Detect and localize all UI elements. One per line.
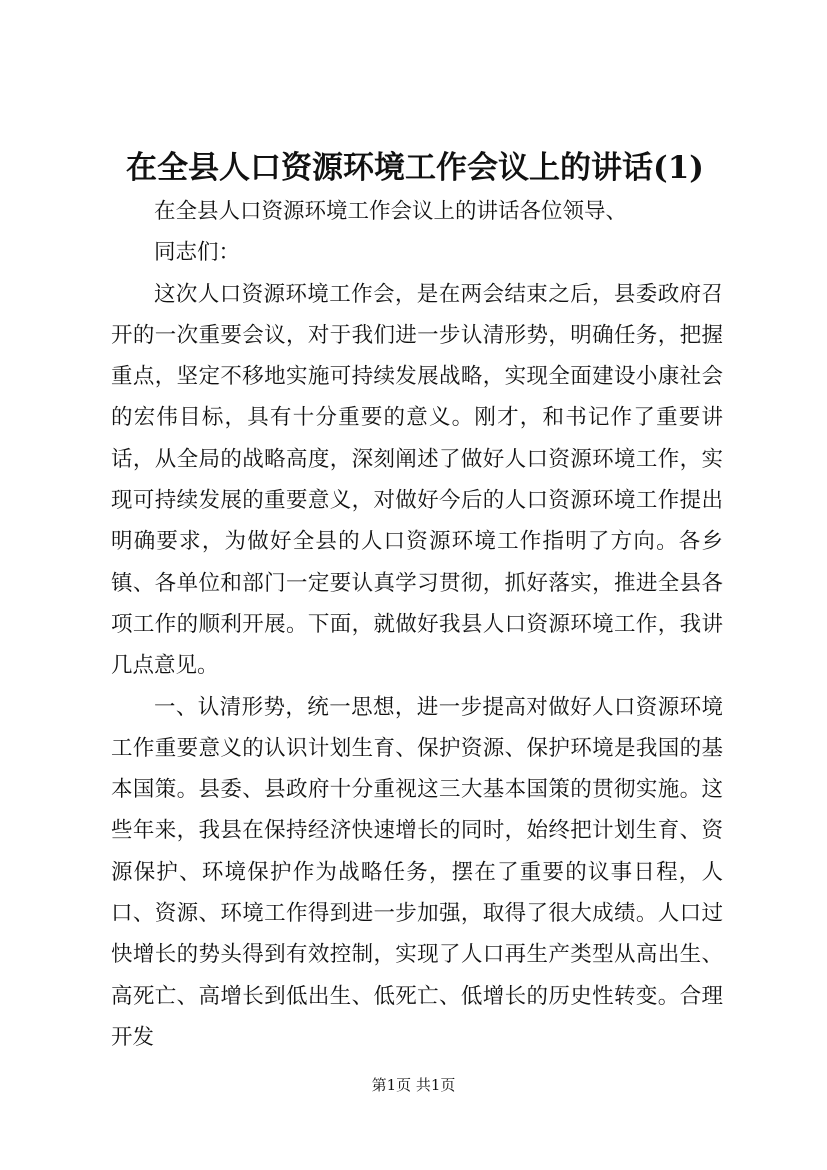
- paragraph-salutation: 同志们：: [154, 240, 241, 266]
- paragraph-introduction: 这次人口资源环境工作会，是在两会结束之后，县委政府召开的一次重要会议，对于我们进一步认清形势，明确任务，把握重点，坚定不移地实施可持续发展战略，实现全面建设小康社会的宏伟目标，具有十分重要的意义。刚才，和书记作了重要讲话，从全局的战略高度，深刻阐述了做好人口资源环境工作，实现可持续发展的重要意义，对做好今后的人口资源环境工作提出明确要求，为做好全县的人口资源环境工作指明了方向。各乡镇、各单位和部门一定要认真学习贯彻，抓好落实，推进全县各项工作的顺利开展。下面，就做好我县人口资源环境工作，我讲几点意见。: [111, 281, 723, 679]
- page-footer: 第1页 共1页: [371, 1076, 456, 1094]
- document-title: 在全县人口资源环境工作会议上的讲话(1): [126, 150, 704, 186]
- paragraph-opening: 在全县人口资源环境工作会议上的讲话各位领导、: [154, 199, 628, 224]
- document-body: [111, 191, 723, 1058]
- paragraph-section-one: 一、认清形势，统一思想，进一步提高对做好人口资源环境工作重要意义的认识计划生育、保护资源、保护环境是我国的基本国策。县委、县政府十分重视这三大基本国策的贯彻实施。这些年来，我县在保持经济快速增长的同时，始终把计划生育、资源保护、环境保护作为战略任务，摆在了重要的议事日程，人口、资源、环境工作得到进一步加强，取得了很大成绩。人口过快增长的势头得到有效控制，实现了人口再生产类型从高出生、高死亡、高增长到低出生、低死亡、低增长的历史性转变。合理开发: [111, 694, 723, 1050]
